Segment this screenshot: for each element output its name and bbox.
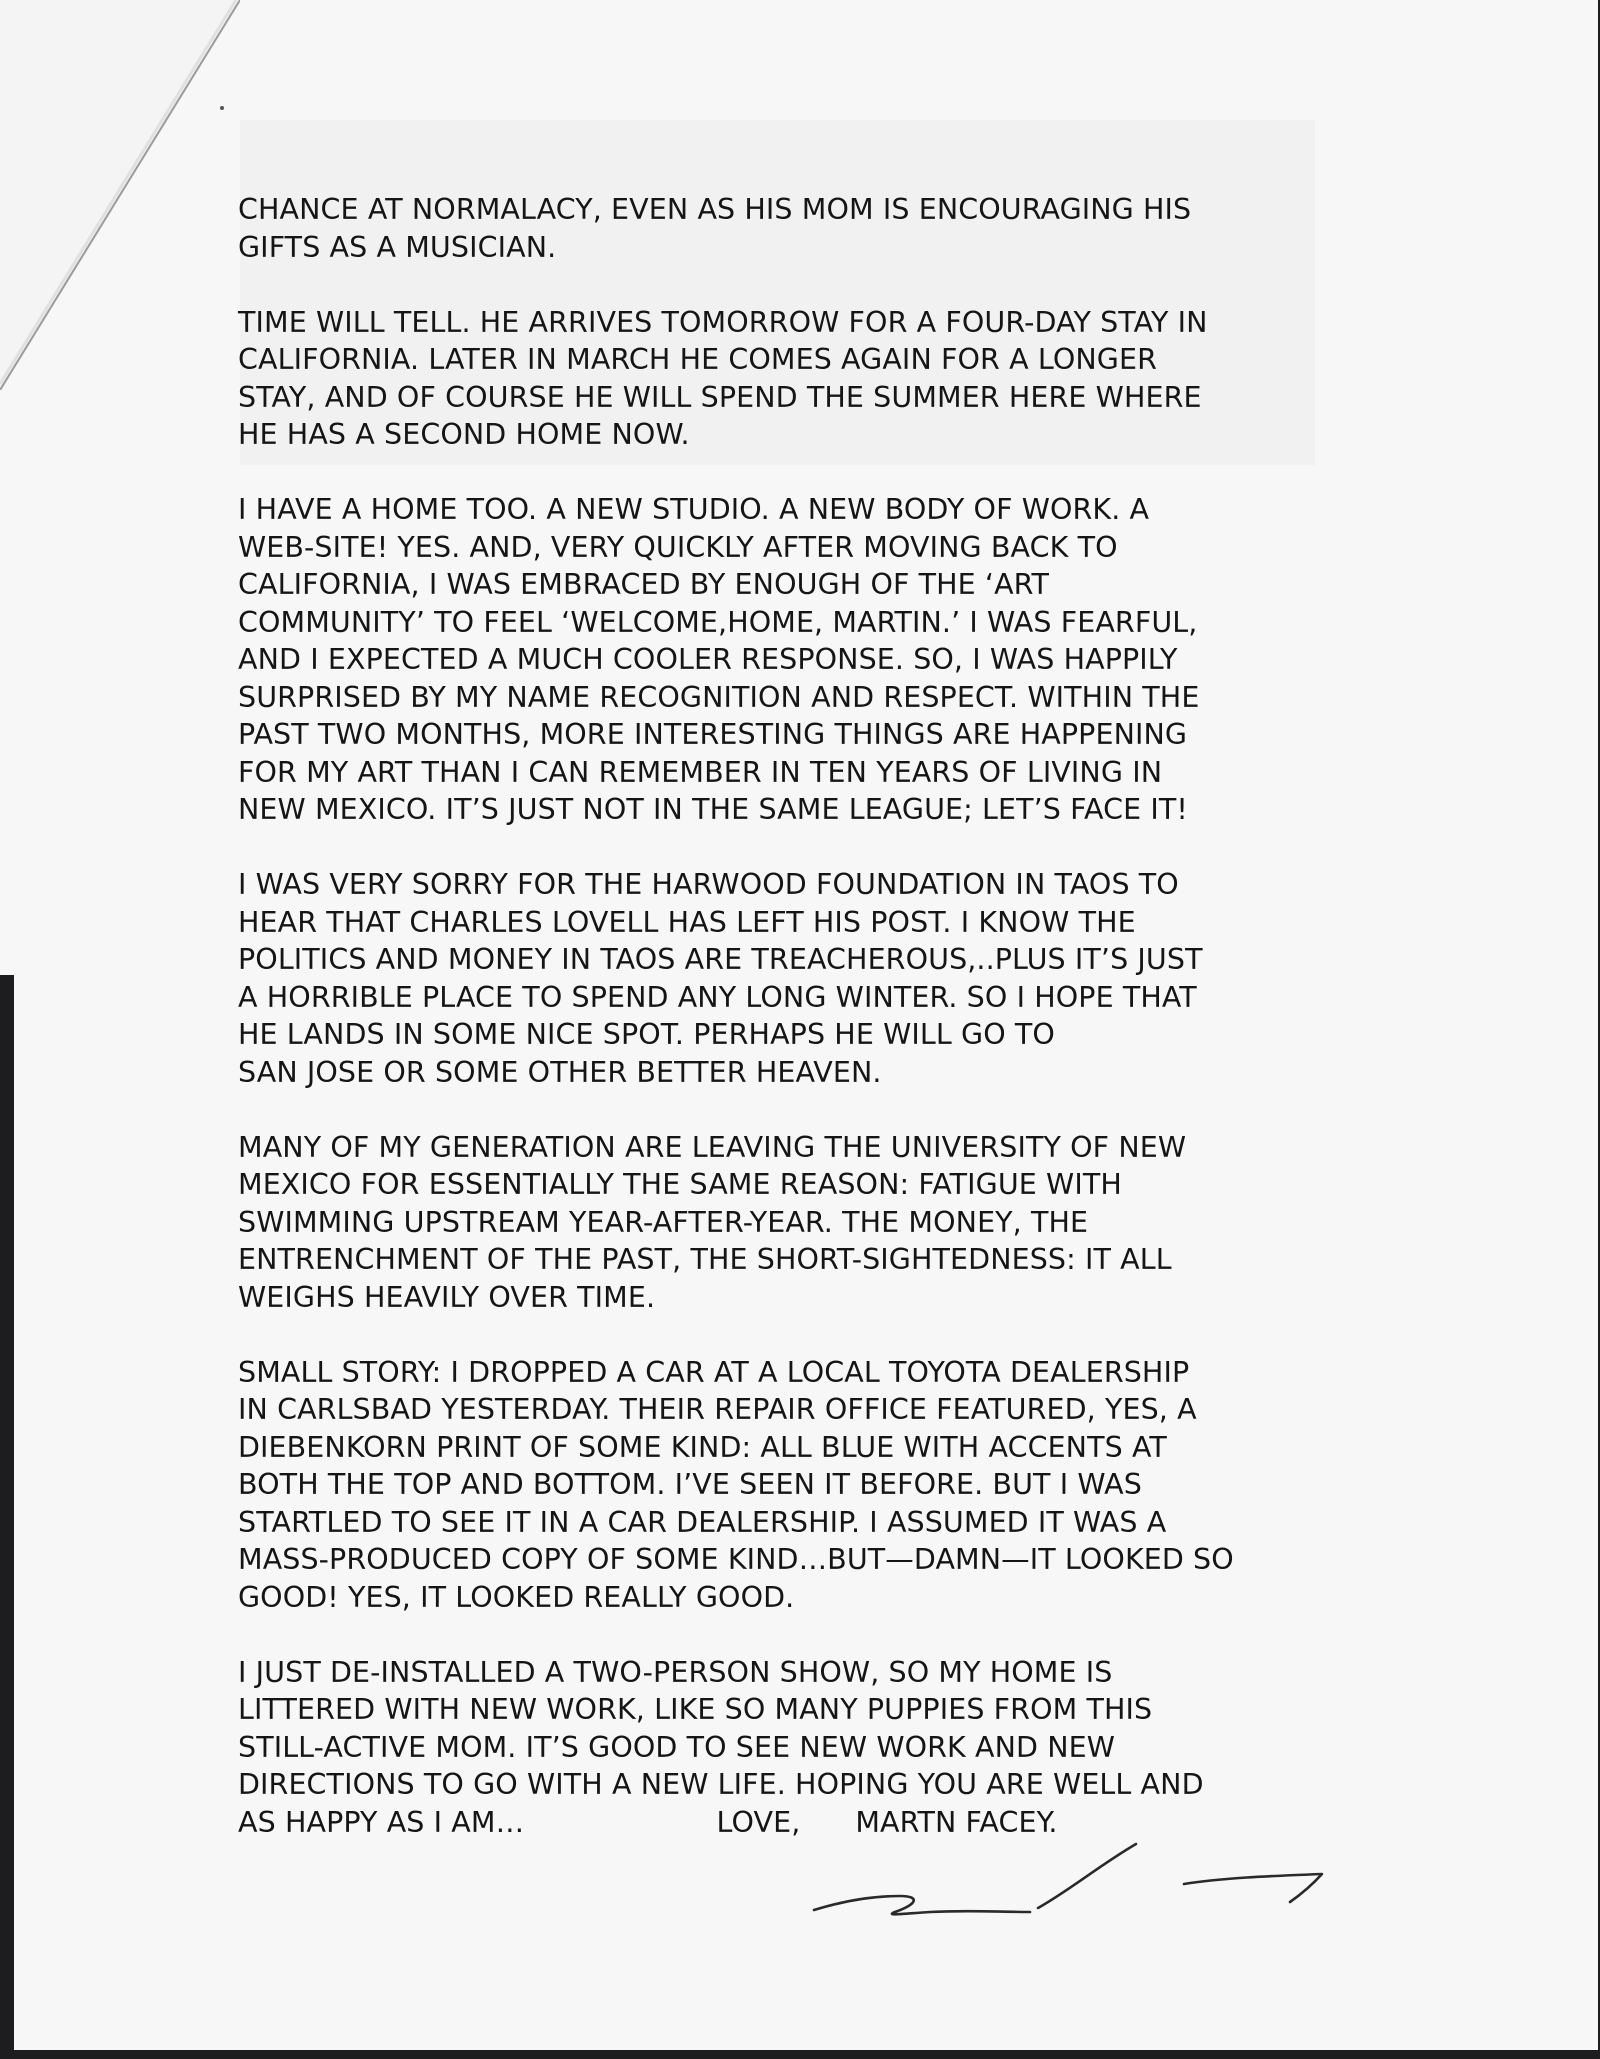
closing-line: AS HAPPY AS I AM… LOVE, MARTN FACEY.	[238, 1805, 1058, 1839]
paragraph-6: SMALL STORY: I DROPPED A CAR AT A LOCAL TOYOTA DEALERSHIP IN CARLSBAD YESTERDAY. THEIR REPAIR OFFICE FEATURED, YES, A DIEBENKORN PRINT OF SOME KIND: ALL BLUE WITH ACCENTS AT BOTH THE TOP AND BOTTOM. I’VE SEEN IT BEFORE. BUT I WAS STARTLED TO SEE IT IN A CAR DEALERSHIP. I ASSUMED IT WAS A MASS-PRODUCED COPY OF SOME KIND…BUT—DAMN—IT LOOKED SO GOOD! YES, IT LOOKED REALLY GOOD.	[238, 1355, 1234, 1614]
paragraph-3: I HAVE A HOME TOO. A NEW STUDIO. A NEW BODY OF WORK. A WEB-SITE! YES. AND, VERY QUICKLY AFTER MOVING BACK TO CALIFORNIA, I WAS EMBRACED BY ENOUGH OF THE ‘ART COMMUNITY’ TO FEEL ‘WELCOME,HOME, MARTIN.’ I WAS FEARFUL, AND I EXPECTED A MUCH COOLER RESPONSE. SO, I WAS HAPPILY SURPRISED BY MY NAME RECOGNITION AND RESPECT. WITHIN THE PAST TWO MONTHS, MORE INTERESTING THINGS ARE HAPPENING FOR MY ART THAN I CAN REMEMBER IN TEN YEARS OF LIVING IN NEW MEXICO. IT’S JUST NOT IN THE SAME LEAGUE; LET’S FACE IT!	[238, 493, 1200, 826]
paragraph-7: I JUST DE-INSTALLED A TWO-PERSON SHOW, SO MY HOME IS LITTERED WITH NEW WORK, LIKE SO MANY PUPPIES FROM THIS STILL-ACTIVE MOM. IT’S GOOD TO SEE NEW WORK AND NEW DIRECTIONS TO GO WITH A NEW LIFE. HOPING YOU ARE WELL AND	[238, 1655, 1204, 1801]
folded-corner-edge	[0, 0, 240, 390]
scan-edge	[0, 975, 14, 2059]
letter-body	[238, 191, 1368, 1841]
paragraph-2: TIME WILL TELL. HE ARRIVES TOMORROW FOR A FOUR-DAY STAY IN CALIFORNIA. LATER IN MARCH HE COMES AGAIN FOR A LONGER STAY, AND OF COURSE HE WILL SPEND THE SUMMER HERE WHERE HE HAS A SECOND HOME NOW.	[238, 305, 1208, 451]
paragraph-5: MANY OF MY GENERATION ARE LEAVING THE UNIVERSITY OF NEW MEXICO FOR ESSENTIALLY THE SAME REASON: FATIGUE WITH SWIMMING UPSTREAM YEAR-AFTER-YEAR. THE MONEY, THE ENTRENCHMENT OF THE PAST, THE SHORT-SIGHTEDNESS: IT ALL WEIGHS HEAVILY OVER TIME.	[238, 1130, 1187, 1314]
paragraph-1: CHANCE AT NORMALACY, EVEN AS HIS MOM IS ENCOURAGING HIS GIFTS AS A MUSICIAN.	[238, 193, 1192, 264]
signature	[800, 1830, 1360, 1940]
paragraph-4: I WAS VERY SORRY FOR THE HARWOOD FOUNDATION IN TAOS TO HEAR THAT CHARLES LOVELL HAS LEFT HIS POST. I KNOW THE POLITICS AND MONEY IN TAOS ARE TREACHEROUS,..PLUS IT’S JUST A HORRIBLE PLACE TO SPEND ANY LONG WINTER. SO I HOPE THAT HE LANDS IN SOME NICE SPOT. PERHAPS HE WILL GO TO SAN JOSE OR SOME OTHER BETTER HEAVEN.	[238, 868, 1203, 1089]
